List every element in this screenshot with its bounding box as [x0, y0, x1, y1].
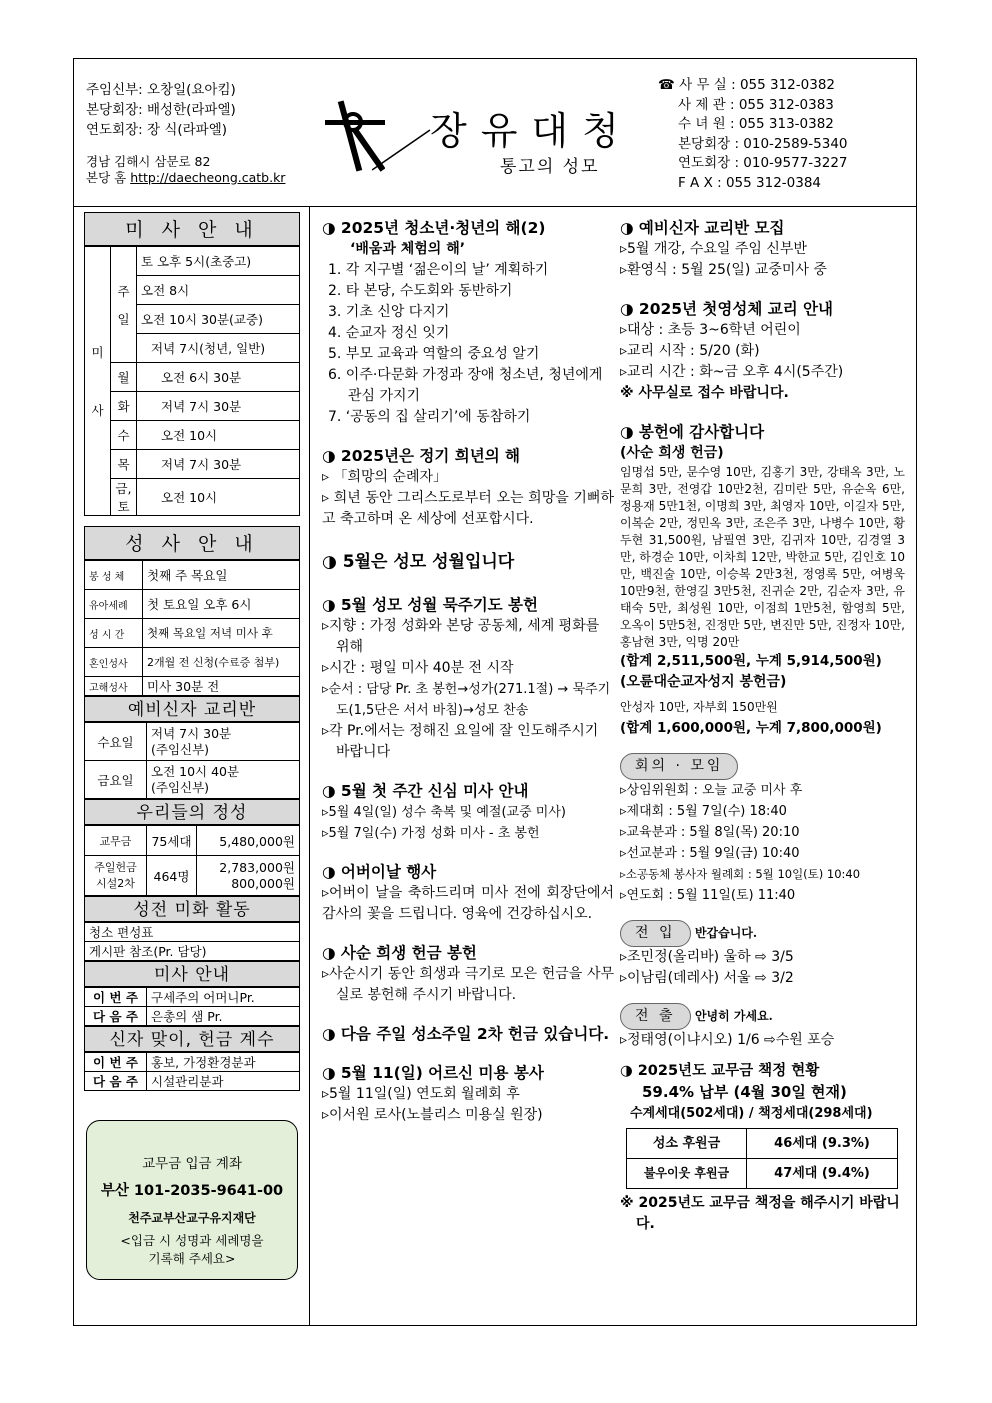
section-title: ◑ 2025년은 정기 희년의 해: [322, 447, 521, 465]
duty-name: 구세주의 어머니Pr.: [147, 988, 300, 1007]
sacrament-name: 봉 성 체: [85, 561, 143, 590]
club-president: 연도회장: 장 식(라파엘): [86, 122, 228, 138]
list-item: ▹정태영(이냐시오) 1/6 ⇨수원 포승: [620, 1032, 835, 1048]
mass-time: 오전 8시: [137, 276, 300, 305]
section-title: ◑ 어버이날 행사: [322, 863, 437, 881]
list-item: ▹5월 4일(일) 성수 축복 및 예절(교중 미사): [322, 805, 566, 820]
offering-table: [84, 825, 300, 896]
list-item: ▹이남림(데레사) 서울 ⇨ 3/2: [620, 970, 794, 986]
sacrament-name: 고해성사: [85, 677, 143, 696]
mass-time: 오전 6시 30분: [137, 363, 300, 392]
bank-account: 부산 101-2035-9641-00: [100, 1183, 284, 1199]
fee-value: 46세대 (9.3%): [747, 1129, 898, 1159]
weekday: 수: [111, 421, 137, 450]
cross-beam-icon: [372, 128, 432, 173]
column-divider: [309, 206, 310, 1326]
sacrament-heading: 성 사 안 내: [84, 526, 300, 560]
meeting-item: ▹제대회 : 5월 7일(수) 18:40: [620, 804, 787, 819]
beauty-item: 게시판 참조(Pr. 담당): [85, 942, 300, 961]
list-item: ▹교리 시작 : 5/20 (화): [620, 343, 760, 359]
list-item: 7. ‘공동의 집 살리기’에 동참하기: [328, 409, 531, 425]
address: 경남 김해시 삼문로 82: [86, 154, 211, 169]
beauty-heading: 성전 미화 활동: [84, 896, 300, 922]
section-title: ◑ 5월 성모 성월 묵주기도 봉헌: [322, 596, 538, 614]
duty-name: 시설관리분과: [147, 1072, 300, 1091]
donation-total: (합계 2,511,500원, 누계 5,914,500원): [620, 653, 882, 669]
contact-row: ☎ 사 무 실 : 055 312-0382: [658, 77, 835, 93]
sacrament-info: 첫째 목요일 저녁 미사 후: [143, 619, 300, 648]
section-title: ◑ 봉헌에 감사합니다: [620, 423, 765, 441]
catechism-info: 오전 10시 40분 (주임신부): [147, 761, 300, 799]
offering-label: 교무금: [85, 826, 147, 856]
list-item: ▹5월 개강, 수요일 주임 신부반: [620, 241, 807, 257]
greeting: 안녕히 가세요.: [694, 1009, 773, 1023]
duty-week: 다 음 주: [85, 1072, 147, 1091]
meeting-item: ▹선교분과 : 5월 9일(금) 10:40: [620, 846, 800, 861]
weekday: 목: [111, 450, 137, 479]
section-subtitle: ‘배움과 체험의 해’: [350, 241, 466, 257]
sunday-label: 일: [117, 311, 130, 327]
mass-label: 미: [91, 345, 104, 360]
catechism-table: [84, 722, 300, 799]
section-subtitle: (사순 희생 헌금): [620, 445, 724, 461]
fee-value: 47세대 (9.4%): [747, 1159, 898, 1189]
list-item: ▹5월 7일(수) 가정 성화 미사 - 초 봉헌: [322, 826, 540, 841]
sacrament-name: 성 시 간: [85, 619, 143, 648]
offering-heading: 우리들의 정성: [84, 799, 300, 825]
homepage-label: 본당 홈: [86, 170, 127, 185]
list-item: ▹교리 시간 : 화~금 오후 4시(5주간): [620, 364, 844, 380]
section-title: ◑ 2025년도 교무금 책정 현황: [620, 1063, 820, 1079]
section-text: ▹ 「희망의 순례자」: [322, 469, 448, 485]
contact-row: F A X : 055 312-0384: [678, 174, 822, 191]
offering-amount: 5,480,000원: [197, 826, 300, 856]
list-item: 3. 기초 신앙 다지기: [328, 304, 450, 320]
fee-table: [626, 1128, 898, 1189]
sacrament-info: 미사 30분 전: [143, 677, 300, 696]
sacrament-info: 2개월 전 신청(수료증 첨부): [143, 648, 300, 677]
mass-table: [84, 246, 300, 516]
section-text: ▹ 희년 동안 그리스도로부터 오는 희망을 기뻐하고 축고하며 온 세상에 선포합시다.: [322, 490, 614, 527]
contact-row: 사 제 관 : 055 312-0383: [678, 96, 834, 113]
mass-time: 오전 10시: [137, 421, 300, 450]
contact-list: [658, 76, 848, 193]
mass-duty-table: [84, 987, 300, 1026]
meeting-item: ▹상임위원회 : 오늘 교중 미사 후: [620, 783, 803, 798]
fee-status: 59.4% 납부 (4월 30일 현재): [642, 1083, 847, 1101]
weekday: 월: [111, 363, 137, 392]
list-item: 4. 순교자 정신 잇기: [328, 325, 450, 341]
beauty-table: [84, 922, 300, 961]
sunday-label: 주: [117, 283, 130, 299]
list-item: 2. 타 본당, 수도회와 동반하기: [328, 283, 513, 299]
list-item: ▹각 Pr.에서는 정해진 요일에 잘 인도해주시기 바랍니다: [322, 723, 599, 760]
pastor: 주임신부: 오창일(요아킴): [86, 82, 236, 98]
catechism-info: 저녁 7시 30분 (주임신부): [147, 723, 300, 761]
list-item: ▹조민정(올리바) 울하 ⇨ 3/5: [620, 949, 794, 965]
meeting-item: ▹교육분과 : 5월 8일(목) 20:10: [620, 825, 800, 840]
list-item: ▹순서 : 담당 Pr. 초 봉헌→성가(271.1절) → 묵주기도(1,5단은 서서 바침)→성모 찬송: [322, 682, 611, 718]
fee-name: 불우이웃 후원금: [627, 1159, 747, 1189]
bank-account-box: [86, 1120, 298, 1280]
fee-note: ※ 2025년도 교무금 책정을 해주시기 바랍니다.: [620, 1195, 900, 1232]
sacrament-name: 유아세례: [85, 590, 143, 619]
weekday: 금, 토: [111, 479, 137, 516]
meeting-item: ▹소공동체 봉사자 월례회 : 5월 10일(토) 10:40: [620, 867, 861, 881]
parish-subtitle: 통고의 성모: [500, 157, 600, 177]
fee-households: 수계세대(502세대) / 책정세대(298세대): [630, 1106, 873, 1121]
duty-week: 다 음 주: [85, 1007, 147, 1026]
right-column: [620, 218, 905, 1235]
mass-time: 토 오후 5시(초중고): [137, 247, 300, 276]
homepage-link[interactable]: http://daecheong.catb.kr: [130, 170, 286, 185]
welcome-table: [84, 1052, 300, 1091]
mass-time: 저녁 7시(청년, 일반): [137, 334, 300, 363]
section-text: ▹어버이 날을 축하드리며 미사 전에 회장단에서 감사의 꽃을 드립니다. 영육에 건강하십시오.: [322, 885, 614, 922]
welcome-heading: 신자 맞이, 헌금 계수: [84, 1026, 300, 1052]
transfer-in-pill: 전 입: [620, 920, 691, 947]
list-item: 5. 부모 교육과 역할의 중요성 알기: [328, 346, 540, 362]
offering-label: 주일헌금 시설2차: [85, 856, 147, 896]
offering-count: 75세대: [147, 826, 197, 856]
header-divider: [73, 206, 917, 207]
section-text: ▹사순시기 동안 희생과 극기로 모은 헌금을 사무실로 봉헌해 주시기 바랍니다.: [322, 966, 614, 1003]
parish-president: 본당회장: 배성한(라파엘): [86, 102, 236, 118]
section-title: ◑ 다음 주일 성소주일 2차 헌금 있습니다.: [322, 1025, 610, 1043]
mass-time: 오전 10시: [137, 479, 300, 516]
meeting-item: ▹연도회 : 5월 11일(토) 11:40: [620, 888, 796, 903]
header-staff: [86, 80, 285, 186]
section-subtitle: (오륜대순교자성지 봉헌금): [620, 674, 787, 690]
list-item: ※ 사무실로 접수 바랍니다.: [620, 385, 789, 401]
donation-total: (합계 1,600,000원, 누계 7,800,000원): [620, 720, 882, 736]
middle-column: [322, 218, 614, 1126]
contact-row: 수 녀 원 : 055 313-0382: [678, 116, 834, 132]
list-item: ▹대상 : 초등 3~6학년 어린이: [620, 322, 801, 338]
offering-amount: 800,000원: [231, 875, 295, 891]
list-item: ▹지향 : 가정 성화와 본당 공동체, 세계 평화를 위해: [322, 618, 600, 655]
left-column: [84, 212, 300, 1091]
donor-list: 안성자 10만, 자부회 150만원: [620, 700, 778, 714]
list-item: 1. 각 지구별 ‘젊은이의 날’ 계획하기: [328, 262, 549, 278]
donor-list: 임명섭 5만, 문수영 10만, 김홍기 3만, 강태옥 3만, 노문희 3만, 전영갑 10만2천, 김미란 5만, 유순옥 6만, 정용재 5만1천, 이명희 3만, 최영자 10만, 이길자 5만, 이복순 2만, 정민옥 3만, 조은주 3만, 나병수 10만, 황두현 31,500원, 남필연 3만, 김귀자 10만, 김경열 3만, 하경순 10만, 이차희 12만, 박한교 5만, 김인호 10만, 백진술 10만, 이승복 2만3천, 정영록 5만, 여병욱 10만9천, 한영길 3만5천, 진귀순 2만, 김순자 3만, 유태숙 5만, 최성원 10만, 이점희 1만5천, 함영희 5만, 오옥이 5만5천, 진정만 5만, 변진만 5만, 진정자 10만, 홍남현 3만, 익명 20만: [620, 465, 905, 649]
bank-title: 교무금 입금 계좌: [142, 1156, 242, 1172]
catechism-day: 금요일: [85, 761, 147, 799]
section-title: ◑ 5월은 성모 성월입니다: [322, 552, 515, 572]
mass-time: 저녁 7시 30분: [137, 392, 300, 421]
bank-holder: 천주교부산교구유지재단: [128, 1211, 256, 1225]
section-title: ◑ 사순 희생 헌금 봉헌: [322, 944, 477, 962]
list-item: ▹환영식 : 5월 25(일) 교중미사 중: [620, 262, 827, 278]
sacrament-info: 첫째 주 목요일: [143, 561, 300, 590]
section-title: ◑ 5월 11(일) 어르신 미용 봉사: [322, 1064, 544, 1082]
catechism-heading: 예비신자 교리반: [84, 696, 300, 722]
section-title: ◑ 2025년 청소년·청년의 해(2): [322, 219, 546, 237]
bank-note: <입금 시 성명과 세례명을: [120, 1233, 264, 1248]
list-item: ▹5월 11일(일) 연도회 월례회 후: [322, 1086, 520, 1102]
duty-name: 은총의 샘 Pr.: [147, 1007, 300, 1026]
duty-week: 이 번 주: [85, 988, 147, 1007]
greeting: 반갑습니다.: [694, 926, 758, 940]
beauty-item: 청소 편성표: [85, 923, 300, 942]
offering-amount: 2,783,000원: [219, 859, 295, 875]
parish-title: 장유대청: [430, 109, 633, 153]
catechism-day: 수요일: [85, 723, 147, 761]
sacrament-name: 혼인성사: [85, 648, 143, 677]
fee-name: 성소 후원금: [627, 1129, 747, 1159]
section-title: ◑ 2025년 첫영성체 교리 안내: [620, 300, 834, 318]
offering-count: 464명: [147, 856, 197, 896]
list-item: ▹시간 : 평일 미사 40분 전 시작: [322, 660, 514, 676]
duty-name: 홍보, 가정환경분과: [147, 1053, 300, 1072]
section-title: ◑ 5월 첫 주간 신심 미사 안내: [322, 782, 529, 800]
section-title: ◑ 예비신자 교리반 모집: [620, 219, 785, 237]
weekday: 화: [111, 392, 137, 421]
sacrament-table: [84, 560, 300, 696]
mass-guide-heading: 미 사 안 내: [84, 212, 300, 246]
contact-row: 연도회장 : 010-9577-3227: [678, 155, 848, 171]
duty-week: 이 번 주: [85, 1053, 147, 1072]
bank-note: 기록해 주세요>: [148, 1251, 236, 1266]
meeting-pill: 회의 · 모임: [620, 753, 738, 780]
transfer-out-pill: 전 출: [620, 1003, 691, 1030]
mass-time: 오전 10시 30분(교중): [137, 305, 300, 334]
list-item: ▹이서원 로사(노블리스 미용실 원장): [322, 1107, 543, 1123]
sacrament-info: 첫 토요일 오후 6시: [143, 590, 300, 619]
mass-label: 사: [91, 403, 104, 418]
contact-row: 본당회장 : 010-2589-5340: [678, 135, 848, 152]
mass-duty-heading: 미사 안내: [84, 961, 300, 987]
list-item: 6. 이주·다문화 가정과 장애 청소년, 청년에게 관심 가지기: [328, 367, 603, 404]
mass-time: 저녁 7시 30분: [137, 450, 300, 479]
